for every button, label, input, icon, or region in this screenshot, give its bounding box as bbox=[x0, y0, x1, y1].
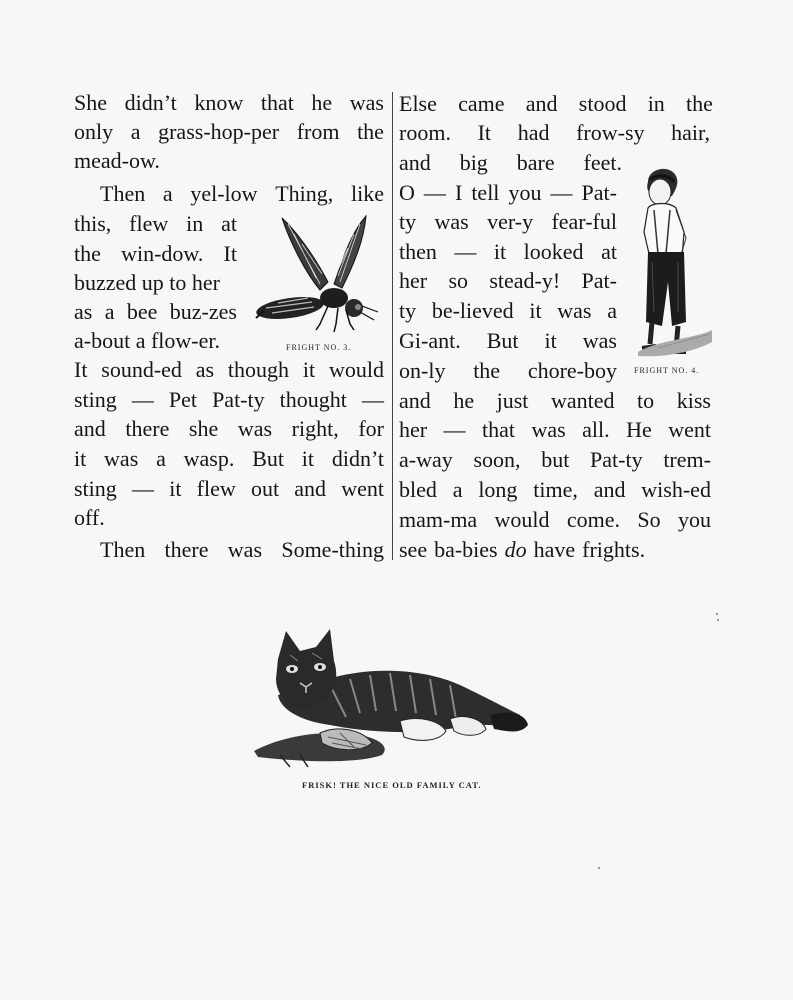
cat-caption: FRISK! THE NICE OLD FAMILY CAT. bbox=[302, 780, 482, 790]
text-line: her — that was all. He went bbox=[399, 417, 711, 442]
text-line: off. bbox=[74, 505, 105, 530]
cat-illustration bbox=[250, 625, 530, 770]
text-line: her so stead-y! Pat- bbox=[399, 268, 617, 293]
text-line: It sound-ed as though it would bbox=[74, 357, 384, 382]
text-line: sting — it flew out and went bbox=[74, 476, 384, 501]
text-line: sting — Pet Pat-ty thought — bbox=[74, 387, 384, 412]
text-line: this, flew in at bbox=[74, 211, 237, 236]
fright-3-caption: FRIGHT NO. 3. bbox=[286, 343, 352, 352]
text-line: the win-dow. It bbox=[74, 241, 237, 266]
paper-speck bbox=[598, 867, 600, 869]
text-line: ty was ver-y fear-ful bbox=[399, 209, 617, 234]
paper-speck bbox=[716, 613, 718, 615]
text-line: it was a wasp. But it didn’t bbox=[74, 446, 384, 471]
text-line: mead-ow. bbox=[74, 148, 160, 173]
text-line: room. It had frow-sy hair, bbox=[399, 120, 710, 145]
text-line: Then there was Some-thing bbox=[100, 537, 384, 562]
boy-illustration bbox=[628, 162, 713, 362]
text-line: only a grass-hop-per from the bbox=[74, 119, 384, 144]
column-divider bbox=[392, 92, 393, 560]
text-line: Then a yel-low Thing, like bbox=[100, 181, 384, 206]
text-line: as a bee buz-zes bbox=[74, 299, 237, 324]
text-line: a-way soon, but Pat-ty trem- bbox=[399, 447, 711, 472]
text-line: on-ly the chore-boy bbox=[399, 358, 617, 383]
text-line: and there she was right, for bbox=[74, 416, 384, 441]
text-line: O — I tell you — Pat- bbox=[399, 180, 617, 205]
text-line: buzzed up to her bbox=[74, 270, 220, 295]
paper-speck bbox=[717, 619, 719, 621]
text-line: She didn’t know that he was bbox=[74, 90, 384, 115]
wasp-illustration bbox=[250, 212, 385, 337]
text-line: ty be-lieved it was a bbox=[399, 298, 617, 323]
text-line: a-bout a flow-er. bbox=[74, 328, 220, 353]
text-line: then — it looked at bbox=[399, 239, 617, 264]
text-line: and big bare feet. bbox=[399, 150, 622, 175]
text-line: and he just wanted to kiss bbox=[399, 388, 711, 413]
text-line: Else came and stood in the bbox=[399, 91, 713, 116]
text-line: see ba-bies do have frights. bbox=[399, 537, 646, 562]
text-line: bled a long time, and wish-ed bbox=[399, 477, 711, 502]
text-line: Gi-ant. But it was bbox=[399, 328, 617, 353]
fright-4-caption: FRIGHT NO. 4. bbox=[634, 366, 700, 375]
text-line: mam-ma would come. So you bbox=[399, 507, 711, 532]
